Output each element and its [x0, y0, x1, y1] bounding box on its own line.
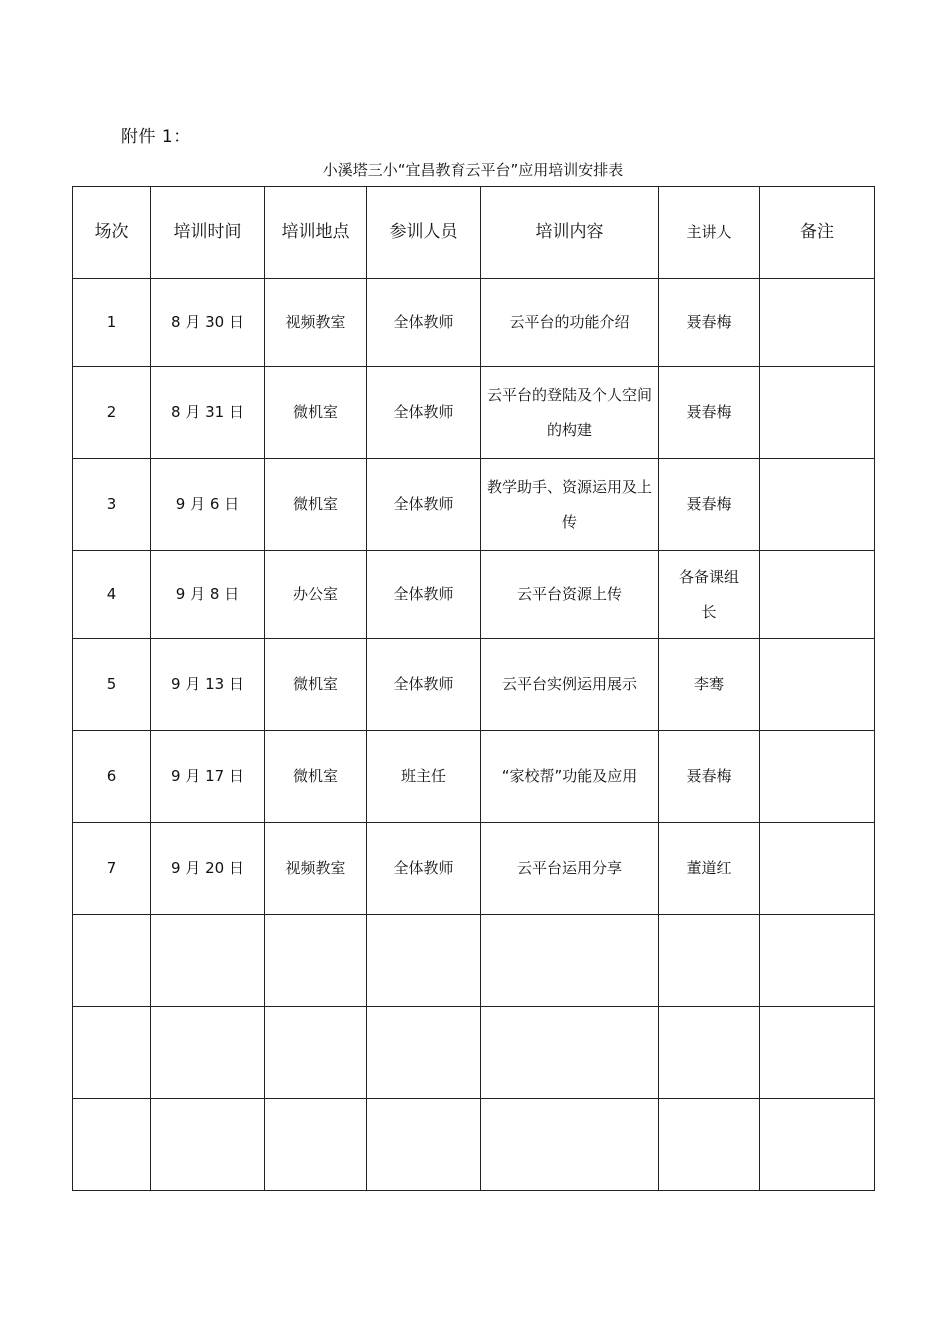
cell-content: “家校帮”功能及应用 — [481, 731, 659, 823]
cell-content — [481, 915, 659, 1007]
table-row — [73, 367, 875, 459]
cell-notes — [760, 1099, 875, 1191]
table-row — [73, 823, 875, 915]
cell-content: 教学助手、资源运用及上传 — [481, 459, 659, 551]
header-time: 培训时间 — [151, 187, 265, 279]
cell-content — [481, 1007, 659, 1099]
cell-content: 云平台运用分享 — [481, 823, 659, 915]
cell-session: 1 — [73, 279, 151, 367]
cell-notes — [760, 639, 875, 731]
table-header-row — [73, 187, 875, 279]
cell-location: 微机室 — [265, 367, 367, 459]
cell-content: 云平台实例运用展示 — [481, 639, 659, 731]
cell-participants: 班主任 — [367, 731, 481, 823]
cell-time: 9 月 6 日 — [151, 459, 265, 551]
cell-location: 办公室 — [265, 551, 367, 639]
cell-session: 3 — [73, 459, 151, 551]
table-row — [73, 279, 875, 367]
cell-participants: 全体教师 — [367, 279, 481, 367]
header-participants: 参训人员 — [367, 187, 481, 279]
document-title: 小溪塔三小“宜昌教育云平台”应用培训安排表 — [322, 161, 624, 179]
cell-notes — [760, 551, 875, 639]
cell-speaker — [659, 1099, 760, 1191]
cell-notes — [760, 823, 875, 915]
cell-speaker: 各备课组长 — [659, 551, 760, 639]
cell-speaker — [659, 915, 760, 1007]
cell-session: 4 — [73, 551, 151, 639]
cell-notes — [760, 279, 875, 367]
table-row — [73, 459, 875, 551]
header-speaker: 主讲人 — [659, 187, 760, 279]
cell-participants: 全体教师 — [367, 459, 481, 551]
cell-notes — [760, 1007, 875, 1099]
header-location: 培训地点 — [265, 187, 367, 279]
cell-session: 7 — [73, 823, 151, 915]
cell-notes — [760, 459, 875, 551]
header-content: 培训内容 — [481, 187, 659, 279]
cell-time — [151, 1099, 265, 1191]
cell-speaker: 李骞 — [659, 639, 760, 731]
cell-location: 微机室 — [265, 639, 367, 731]
attachment-label: 附件 1： — [121, 127, 191, 147]
header-notes: 备注 — [760, 187, 875, 279]
table-row — [73, 915, 875, 1007]
cell-time: 9 月 8 日 — [151, 551, 265, 639]
cell-notes — [760, 731, 875, 823]
cell-content — [481, 1099, 659, 1191]
header-session: 场次 — [73, 187, 151, 279]
cell-location: 视频教室 — [265, 279, 367, 367]
cell-speaker — [659, 1007, 760, 1099]
table-row — [73, 1099, 875, 1191]
cell-participants — [367, 915, 481, 1007]
cell-participants — [367, 1007, 481, 1099]
cell-session: 2 — [73, 367, 151, 459]
cell-participants — [367, 1099, 481, 1191]
cell-speaker: 董道红 — [659, 823, 760, 915]
cell-notes — [760, 367, 875, 459]
cell-content: 云平台的功能介绍 — [481, 279, 659, 367]
cell-participants: 全体教师 — [367, 551, 481, 639]
cell-location: 微机室 — [265, 731, 367, 823]
training-schedule-table — [72, 186, 875, 1191]
cell-location — [265, 915, 367, 1007]
cell-session — [73, 915, 151, 1007]
cell-time — [151, 1007, 265, 1099]
cell-speaker: 聂春梅 — [659, 367, 760, 459]
cell-speaker: 聂春梅 — [659, 731, 760, 823]
table-row — [73, 551, 875, 639]
cell-content: 云平台的登陆及个人空间的构建 — [481, 367, 659, 459]
cell-content: 云平台资源上传 — [481, 551, 659, 639]
cell-location — [265, 1099, 367, 1191]
cell-location: 视频教室 — [265, 823, 367, 915]
cell-location: 微机室 — [265, 459, 367, 551]
cell-speaker: 聂春梅 — [659, 459, 760, 551]
cell-session — [73, 1007, 151, 1099]
cell-speaker: 聂春梅 — [659, 279, 760, 367]
cell-participants: 全体教师 — [367, 639, 481, 731]
cell-time: 8 月 30 日 — [151, 279, 265, 367]
cell-time: 9 月 20 日 — [151, 823, 265, 915]
cell-time: 8 月 31 日 — [151, 367, 265, 459]
table-row — [73, 731, 875, 823]
cell-session: 6 — [73, 731, 151, 823]
cell-time — [151, 915, 265, 1007]
cell-participants: 全体教师 — [367, 823, 481, 915]
table-row — [73, 1007, 875, 1099]
cell-notes — [760, 915, 875, 1007]
cell-session: 5 — [73, 639, 151, 731]
cell-location — [265, 1007, 367, 1099]
cell-time: 9 月 17 日 — [151, 731, 265, 823]
cell-participants: 全体教师 — [367, 367, 481, 459]
cell-session — [73, 1099, 151, 1191]
table-row — [73, 639, 875, 731]
cell-time: 9 月 13 日 — [151, 639, 265, 731]
